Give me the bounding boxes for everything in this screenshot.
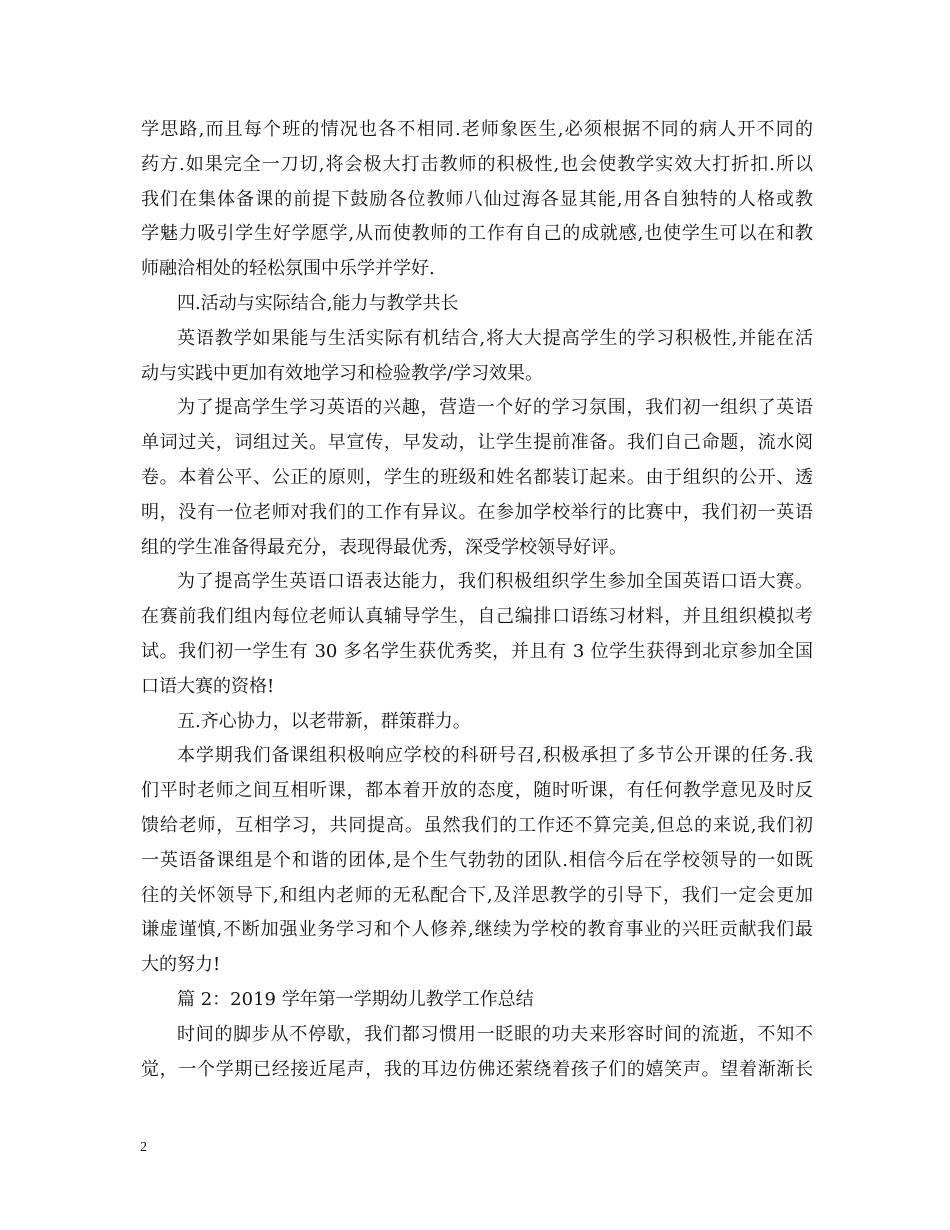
text-line: 往的关怀领导下,和组内老师的无私配合下,及洋思教学的引导下，我们一定会更加 — [141, 884, 813, 906]
text-line: 组的学生准备得最充分，表现得最优秀，深受学校领导好评。 — [141, 536, 627, 558]
text-line: 卷。本着公平、公正的原则，学生的班级和姓名都装订起来。由于组织的公开、透 — [141, 466, 813, 488]
text-line: 们平时老师之间互相听课，都本着开放的态度，随时听课，有任何教学意见及时反 — [141, 780, 813, 802]
text-line: 师融洽相处的轻松氛围中乐学并学好. — [141, 258, 435, 280]
text-line: 动与实践中更加有效地学习和检验教学/学习效果。 — [141, 362, 544, 384]
text-line: 一英语备课组是个和谐的团体,是个生气勃勃的团队.相信今后在学校领导的一如既 — [141, 849, 813, 871]
text-line: 觉，一个学期已经接近尾声，我的耳边仿佛还萦绕着孩子们的嬉笑声。望着渐渐长 — [141, 1058, 813, 1080]
text-line: 单词过关，词组过关。早宣传，早发动，让学生提前准备。我们自己命题，流水阅 — [141, 432, 813, 454]
document-body — [141, 113, 813, 1087]
text-line: 明，没有一位老师对我们的工作有异议。在参加学校举行的比赛中，我们初一英语 — [141, 501, 813, 523]
text-line: 馈给老师，互相学习，共同提高。虽然我们的工作还不算完美,但总的来说,我们初 — [141, 814, 813, 836]
text-line: 四.活动与实际结合,能力与教学共长 — [177, 292, 459, 314]
text-line: 口语大赛的资格! — [141, 675, 275, 697]
text-line: 篇 2：2019 学年第一学期幼儿教学工作总结 — [177, 988, 534, 1010]
text-line: 学思路,而且每个班的情况也各不相同.老师象医生,必须根据不同的病人开不同的 — [141, 119, 813, 140]
text-line: 我们在集体备课的前提下鼓励各位教师八仙过海各显其能,用各自独特的人格或教 — [141, 188, 813, 210]
page-number: 2 — [140, 1140, 147, 1155]
text-line: 为了提高学生英语口语表达能力，我们积极组织学生参加全国英语口语大赛。 — [177, 571, 813, 593]
text-line: 五.齐心协力，以老带新，群策群力。 — [177, 710, 471, 732]
text-line: 本学期我们备课组积极响应学校的科研号召,积极承担了多节公开课的任务.我 — [177, 745, 813, 767]
text-line: 试。我们初一学生有 30 多名学生获优秀奖，并且有 3 位学生获得到北京参加全国 — [141, 640, 813, 662]
text-line: 学魅力吸引学生好学愿学,从而使教师的工作有自己的成就感,也使学生可以在和教 — [141, 223, 813, 245]
text-line: 为了提高学生学习英语的兴趣，营造一个好的学习氛围，我们初一组织了英语 — [177, 397, 813, 419]
text-line: 时间的脚步从不停歇，我们都习惯用一眨眼的功夫来形容时间的流逝，不知不 — [177, 1023, 813, 1045]
text-line: 谦虚谨慎,不断加强业务学习和个人修养,继续为学校的教育事业的兴旺贡献我们最 — [141, 919, 813, 941]
text-line: 大的努力! — [141, 954, 221, 976]
text-line: 药方.如果完全一刀切,将会极大打击教师的积极性,也会使教学实效大打折扣.所以 — [141, 153, 813, 175]
text-line: 在赛前我们组内每位老师认真辅导学生，自己编排口语练习材料，并且组织模拟考 — [141, 606, 813, 628]
text-line: 英语教学如果能与生活实际有机结合,将大大提高学生的学习积极性,并能在活 — [177, 327, 813, 349]
